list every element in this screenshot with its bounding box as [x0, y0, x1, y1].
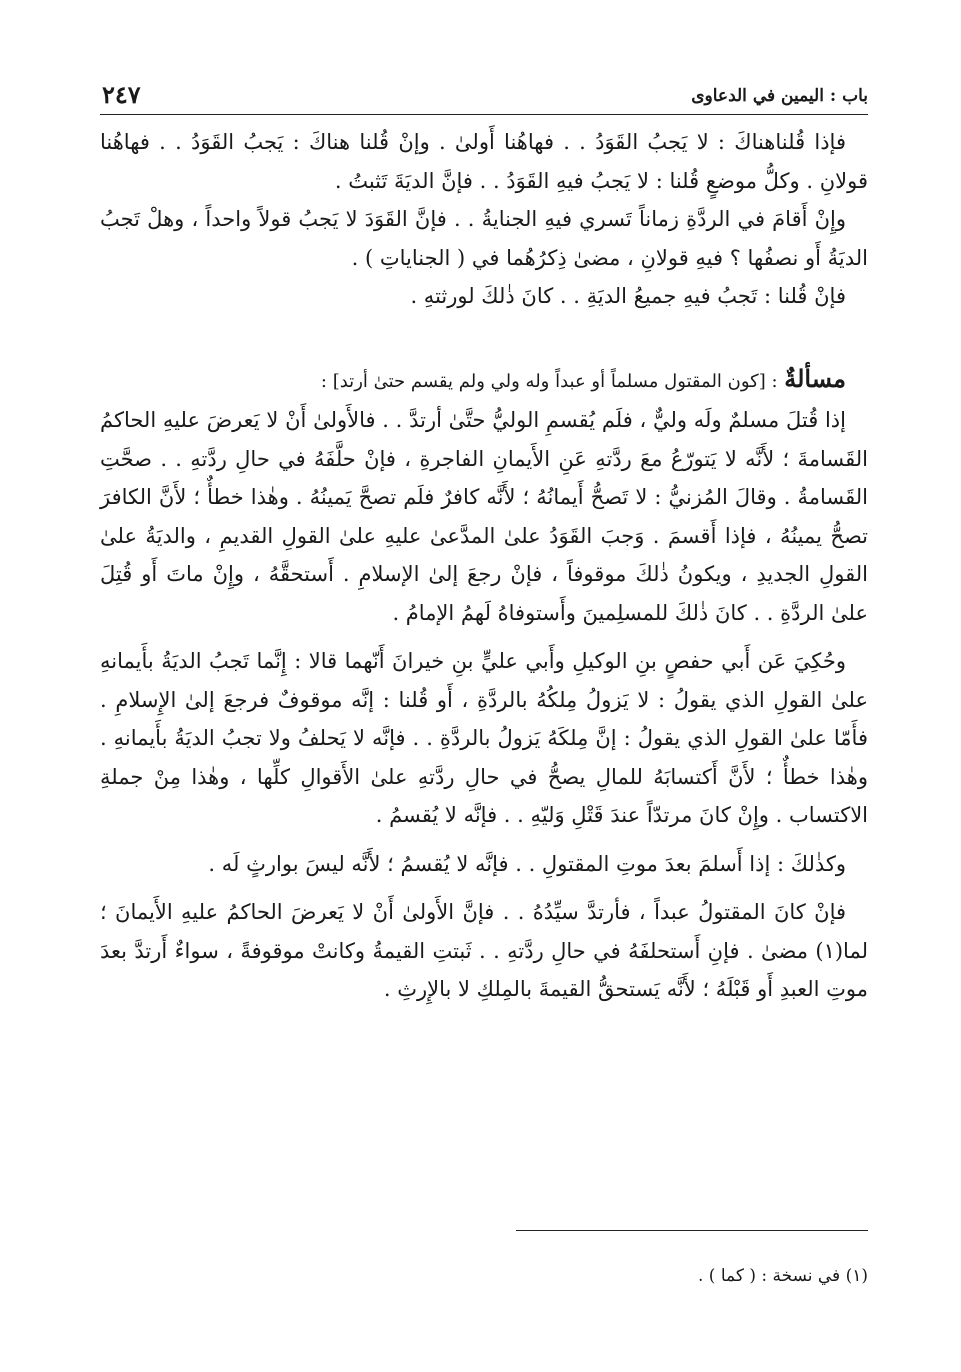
- footnote-divider: [516, 1230, 868, 1231]
- paragraph-3: فإنْ قُلنا : تَجبُ فيهِ جميعُ الديَةِ . . كانَ ذٰلكَ لورثتهِ .: [410, 284, 846, 308]
- paragraph-6: وكذٰلكَ : إذا أَسلمَ بعدَ موتِ المقتولِ . . فإنَّه لا يُقسمُ ؛ لأَنَّه ليسَ بوارثٍ لَه .: [208, 851, 846, 876]
- book-page: [100, 78, 868, 1318]
- chapter-title: باب : اليمين في الدعاوى: [691, 86, 868, 106]
- paragraph-5: وحُكِيَ عَن أَبي حفصٍ بنِ الوكيلِ وأَبي عليٍّ بنِ خيرانَ أَنّهما قالا : إِنَّما تَجبُ الديَةُ بأَيمانهِ علىٰ القولِ الذي يقولُ : لا يَزولُ مِلكُهُ بالردَّةِ ، أَو قُلنا : إنَّه موقوفٌ فرجعَ إلىٰ الإِسلامِ . فأَمّا علىٰ القولِ الذي يقولُ : إنَّ مِلكَهُ يَزولُ بالردَّةِ . . فإنَّه لا يَحلفُ ولا تجبُ الديَةُ بأَيمانهِ . وهٰذا خطأٌ ؛ لأَنَّ أَكتسابَهُ للمالِ يصحُّ في حالِ ردَّتهِ علىٰ الأَقوالِ كلِّها ، وهٰذا مِنْ جملةِ الاكتساب . وإِنْ كانَ مرتدّاً عندَ قَتْلِ وَليّهِ . . فإنَّه لا يُقسمُ .: [100, 649, 868, 827]
- running-header: [100, 78, 868, 115]
- issue-heading: [100, 360, 868, 402]
- issue-caption: : [كون المقتول مسلماً أو عبداً وله ولي ولم يقسم حتىٰ أرتد] :: [320, 370, 778, 392]
- paragraph-2: وإِنْ أَقامَ في الردَّةِ زماناً تَسري فيهِ الجنايةُ . . فإنَّ القَوَدَ لا يَجبُ قولاً واحداً ، وهلْ تَجبُ الديَةُ أَو نصفُها ؟ فيهِ قولانِ ، مضىٰ ذِكرُهُما في ( الجناياتِ ) .: [100, 207, 868, 270]
- paragraph-7: فإنْ كانَ المقتولُ عبداً ، فأرتدَّ سيِّدُهُ . . فإنَّ الأَولىٰ أَنْ لا يَعرضَ الحاكمُ عليهِ الأَيمانَ ؛ لما(١) مضىٰ . فإنِ أَستحلفَهُ في حالِ ردَّتهِ . . ثَبتتِ القيمةُ وكانتْ موقوفةً ، سواءٌ أَرتدَّ بعدَ موتِ العبدِ أَو قَبْلَهُ ؛ لأَنَّه يَستحقُّ القيمةَ بالمِلكِ لا بالإِرثِ .: [100, 900, 868, 1001]
- paragraph-4: إذا قُتلَ مسلمٌ ولَه وليٌّ ، فلَم يُقسمِ الوليُّ حتَّىٰ أرتدَّ . . فالأَولىٰ أَنْ لا يَعرضَ عليهِ الحاكمُ القَسامةَ ؛ لأَنَّه لا يَتورّعُ معَ ردَّتهِ عَنِ الأَيمانِ الفاجرةِ ، فإنْ حلَّفَهُ في حالِ ردَّتهِ . . صحَّتِ القَسامةُ . وقالَ المُزنيُّ : لا تَصحُّ أَيمانُهُ ؛ لأَنَّه كافرٌ فلَم تصحَّ يَمينُهُ . وهٰذا خطأٌ ؛ لأَنَّ الكافرَ تصحُّ يمينُهُ ، فإذا أَقسمَ . وَجبَ القَوَدُ علىٰ المدَّعىٰ عليهِ علىٰ القولِ القديمِ ، والديَةُ علىٰ القولِ الجديدِ ، ويكونُ ذٰلكَ موقوفاً ، فإنْ رجعَ إلىٰ الإسلامِ . أَستحقَّهُ ، وإِنْ ماتَ أَو قُتِلَ علىٰ الردَّةِ . . كانَ ذٰلكَ للمسلِمينَ وأَستوفاهُ لَهمُ الإمامُ .: [100, 408, 868, 625]
- paragraph-1: فإذا قُلناهناكَ : لا يَجبُ القَوَدُ . . فهاهُنا أَولىٰ . وإنْ قُلنا هناكَ : يَجبُ القَوَدُ . . فهاهُنا قولانِ . وكلُّ موضعٍ قُلنا : لا يَجبُ فيهِ القَوَدُ . . فإنَّ الديَةَ تَثبتُ .: [100, 130, 868, 193]
- issue-title: مسألةٌ: [784, 363, 846, 393]
- footnote: (١) في نسخة : ( كما ) .: [697, 1266, 868, 1286]
- page-number: ٢٤٧: [102, 80, 141, 109]
- main-text: [100, 123, 868, 1009]
